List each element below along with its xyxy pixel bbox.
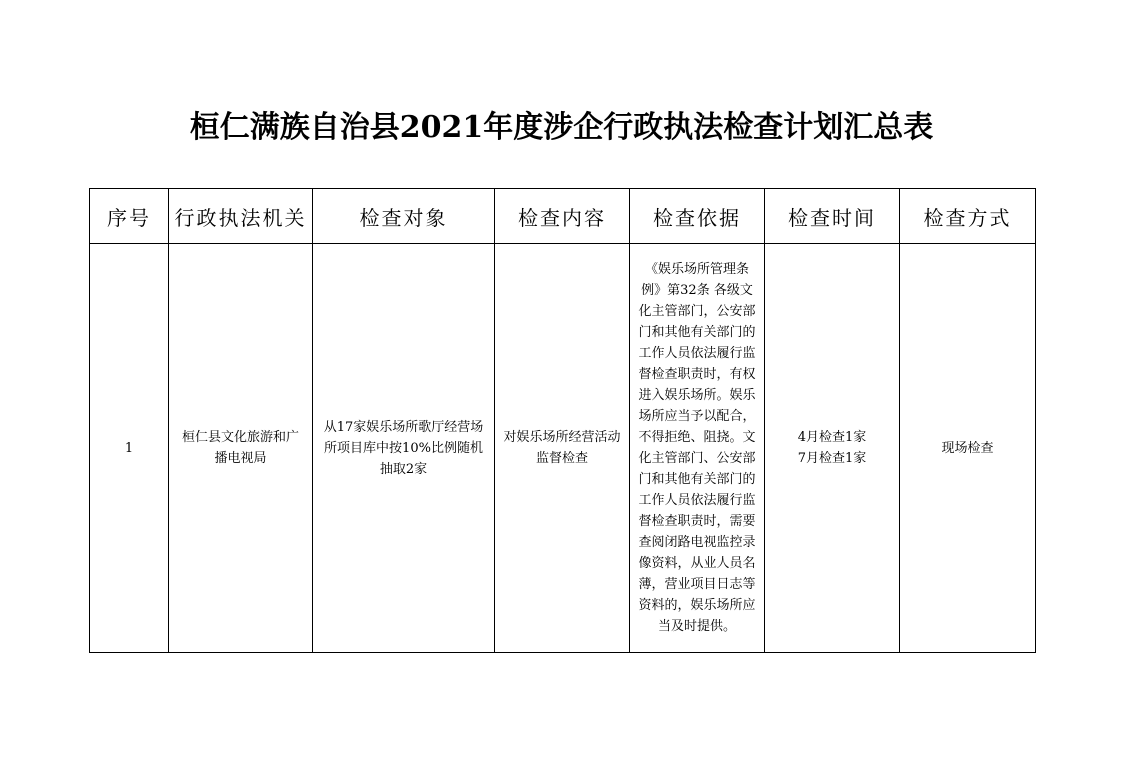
table-row: [90, 244, 1036, 653]
time-line-2: 7月检查1家: [797, 451, 867, 466]
seq-value: 1: [124, 440, 134, 456]
header-agency: 行政执法机关: [169, 189, 313, 244]
cell-method: [900, 244, 1036, 653]
basis-value: 《娱乐场所管理条例》第32条 各级文化主管部门，公安部门和其他有关部门的工作人员依法履行监督检查职责时，有权进入娱乐场所。娱乐场所应当予以配合，不得拒绝、阻挠。文化主管部门、公安部门和其他有关部门的工作人员依法履行监督检查职责时，需要查阅闭路电视监控录像资料，从业人员名薄，营业项目日志等资料的，娱乐场所应当及时提供。: [638, 262, 756, 634]
header-basis: 检查依据: [630, 189, 765, 244]
header-content: 检查内容: [495, 189, 630, 244]
agency-value: 桓仁县文化旅游和广播电视局: [181, 430, 299, 466]
cell-content: [495, 244, 630, 653]
time-line-1: 4月检查1家: [797, 430, 867, 445]
cell-time: [765, 244, 900, 653]
header-seq: 序号: [90, 189, 169, 244]
table-header-row: [90, 189, 1036, 244]
method-value: 现场检查: [941, 440, 994, 456]
target-value: 从17家娱乐场所歌厅经营场所项目库中按10%比例随机抽取2家: [323, 419, 484, 477]
time-value: [765, 427, 899, 469]
cell-agency: [169, 244, 313, 653]
header-target: 检查对象: [313, 189, 495, 244]
header-method: 检查方式: [900, 189, 1036, 244]
cell-target: [313, 244, 495, 653]
page-title: 桓仁满族自治县2021年度涉企行政执法检查计划汇总表: [189, 110, 934, 145]
cell-basis: [630, 244, 765, 653]
header-time: 检查时间: [765, 189, 900, 244]
inspection-plan-table: [89, 188, 1036, 653]
content-value: 对娱乐场所经营活动监督检查: [503, 430, 621, 466]
cell-seq: [90, 244, 169, 653]
